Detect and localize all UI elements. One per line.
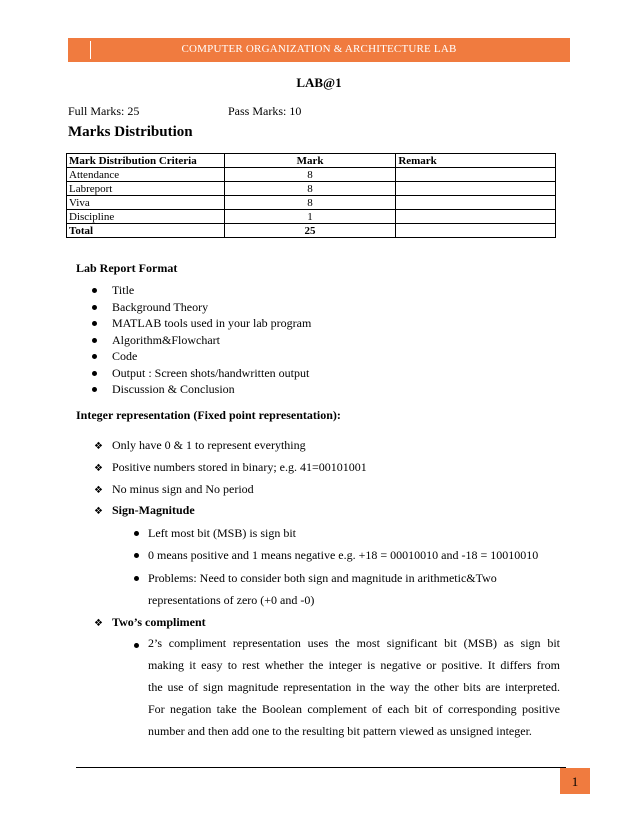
twos-compliment-paragraph [148,632,560,742]
table-header-cell: Remark [396,154,556,168]
diamond-star-icon: ❖ [94,441,103,452]
list-item [92,381,311,398]
sub-list-item-label: Problems: Need to consider both sign and magnitude in arithmetic&Two [148,571,497,585]
table-cell: 8 [224,182,396,196]
point-label: Only have 0 & 1 to represent everything [112,438,306,452]
bullet-icon [92,321,97,326]
paragraph-line: For negation take the Boolean complement of each bit of corresponding positive [148,702,560,716]
lab-title: LAB@1 [296,75,342,90]
list-item [92,332,311,349]
diamond-star-icon: ❖ [94,485,103,496]
list-item-label: Title [112,283,135,297]
table-cell: 1 [224,210,396,224]
table-row [67,168,556,182]
bullet-icon [134,643,139,648]
bullet-icon [92,288,97,293]
table-cell [396,224,556,238]
full-marks: Full Marks: 25 [68,104,140,118]
list-item-label: Background Theory [112,299,209,314]
marks-table [66,153,556,238]
table-row [67,210,556,224]
list-item [92,365,311,382]
pass-marks: Pass Marks: 10 [228,104,302,118]
bullet-icon [134,531,139,536]
table-cell [396,168,556,182]
table-header-cell: Mark [224,154,396,168]
table-total-row [67,224,556,238]
list-item [92,299,311,316]
table-cell: Viva [67,196,225,210]
table-cell: 8 [224,196,396,210]
table-header-cell: Mark Distribution Criteria [67,154,225,168]
bullet-icon [134,576,139,581]
table-cell: 25 [224,224,396,238]
diamond-star-icon: ❖ [94,506,103,517]
table-row [67,196,556,210]
list-item [92,315,311,332]
page-number-box [560,768,590,794]
header-band [68,38,570,62]
integer-representation-heading: Integer representation (Fixed point representation): [76,408,341,422]
sub-list-item-label: 0 means positive and 1 means negative e.g. +18 = 00010010 and -18 = 10010010 [148,548,539,562]
list-item-label: Output : Screen shots/handwritten output [112,365,310,380]
point-label: No minus sign and No period [112,482,254,496]
point-item [94,460,367,475]
table-cell [396,196,556,210]
bullet-icon [92,387,97,392]
bullet-icon [92,354,97,359]
point-item [94,482,254,497]
sub-list-item-label: Left most bit (MSB) is sign bit [148,526,297,540]
table-cell: Discipline [67,210,225,224]
list-item [92,282,311,299]
page-number: 1 [571,774,579,789]
list-item-label: Discussion & Conclusion [112,382,235,396]
paragraph-line: 2’s compliment representation uses the most significant bit (MSB) as sign bit [148,636,560,650]
lab-report-format-heading: Lab Report Format [76,261,178,275]
sign-magnitude-heading: Sign-Magnitude [112,503,195,517]
table-header-row [67,154,556,168]
diamond-star-icon: ❖ [94,618,103,629]
footer-rule [76,767,566,768]
table-cell: Attendance [67,168,225,182]
bullet-icon [92,338,97,343]
table-cell: Labreport [67,182,225,196]
list-item-label: MATLAB tools used in your lab program [112,316,312,330]
paragraph-line: the use of sign magnitude representation in the way the other bits are interpreted. [148,680,560,694]
lab-report-format-list [92,282,311,398]
point-label: Positive numbers stored in binary; e.g. 41=00101001 [112,460,367,474]
list-item [92,348,311,365]
table-cell: Total [67,224,225,238]
header-title: COMPUTER ORGANIZATION & ARCHITECTURE LAB [181,43,457,55]
list-item-label: Algorithm&Flowchart [112,332,220,347]
sub-list-continuation-label: representations of zero (+0 and -0) [148,593,315,607]
bullet-icon [134,553,139,558]
paragraph-line: number and then add one to the resulting bit pattern viewed as unsigned integer. [148,724,532,738]
table-cell: 8 [224,168,396,182]
paragraph-line: making it easy to rest whether the integer is negative or positive. It differs from [148,658,560,672]
bullet-icon [92,305,97,310]
point-item [94,503,195,518]
diamond-star-icon: ❖ [94,463,103,474]
marks-distribution-heading: Marks Distribution [68,124,193,140]
list-item-label: Code [112,349,138,363]
twos-compliment-heading: Two’s compliment [112,615,206,629]
point-item [94,615,206,630]
point-item [94,438,306,453]
bullet-icon [92,371,97,376]
table-cell [396,210,556,224]
table-cell [396,182,556,196]
table-row [67,182,556,196]
